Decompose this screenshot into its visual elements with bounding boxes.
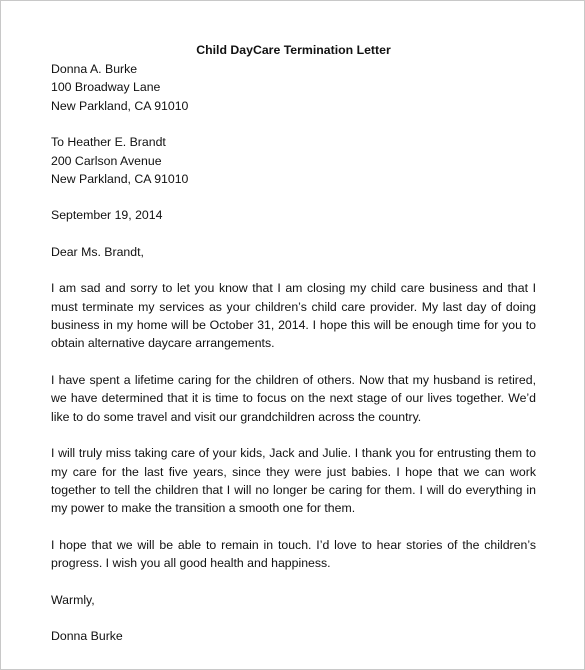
letter-title: Child DayCare Termination Letter (196, 43, 391, 57)
recipient-name: To Heather E. Brandt (51, 135, 166, 150)
letter-date: September 19, 2014 (51, 208, 163, 223)
paragraph-text: I am sad and sorry to let you know that I am closing my child care business and that I must terminate my services as your children’s child care provider. My last day of doing business in my home will be October 31, 2014. I hope this will be enough time for you to obtain alternative daycare arrangements. (51, 281, 536, 351)
recipient-street: 200 Carlson Avenue (51, 153, 162, 168)
sender-name: Donna A. Burke (51, 62, 138, 76)
sender-city: New Parkland, CA 91010 (51, 98, 189, 113)
salutation: Dear Ms. Brandt, (51, 244, 144, 259)
signature-name: Donna Burke (51, 628, 123, 643)
sender-street: 100 Broadway Lane (51, 80, 161, 95)
letter-content (51, 41, 536, 658)
body-paragraph-3 (51, 444, 536, 518)
body-paragraph-4 (51, 536, 536, 573)
closing: Warmly, (51, 592, 95, 607)
body-paragraph-2 (51, 371, 536, 426)
sender-address (51, 60, 536, 115)
recipient-city: New Parkland, CA 91010 (51, 172, 189, 187)
body-paragraph-1 (51, 279, 536, 353)
paragraph-text: I have spent a lifetime caring for the children of others. Now that my husband is retired, we have determined that it is time to focus on the next stage of our lives together. We’d like to do some travel and visit our grandchildren across the country. (51, 372, 536, 424)
paragraph-text: I hope that we will be able to remain in touch. I’d love to hear stories of the children’s progress. I wish you all good health and happiness. (51, 537, 536, 571)
recipient-address (51, 133, 536, 188)
paragraph-text: I will truly miss taking care of your kids, Jack and Julie. I thank you for entrusting them to my care for the last five years, since they were just babies. I hope that we can work together to tell the children that I will no longer be caring for them. I will do everything in my power to make the transition a smooth one for them. (51, 446, 536, 516)
